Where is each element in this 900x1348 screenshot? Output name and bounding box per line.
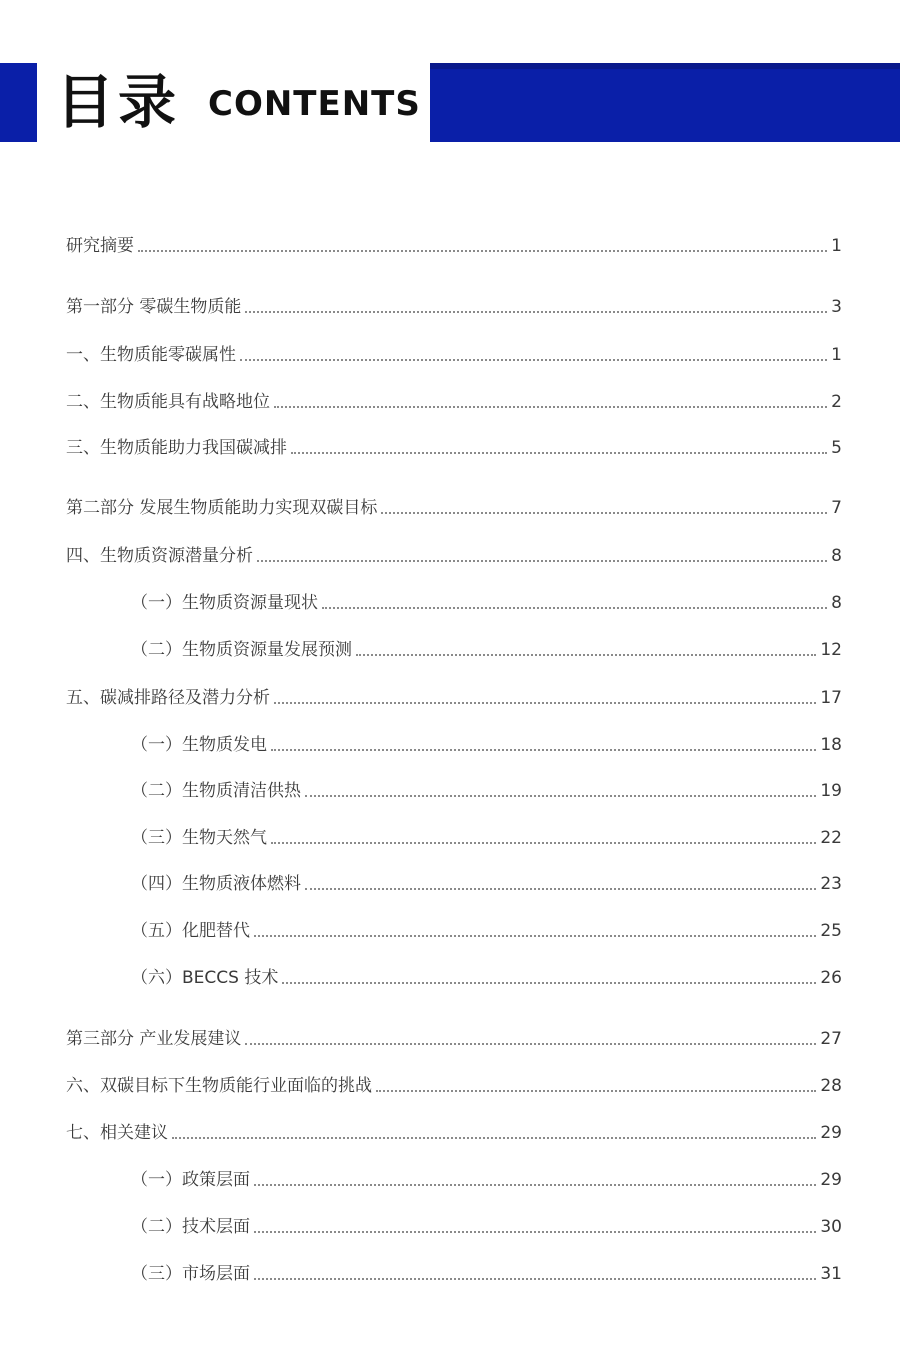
toc-entry-label: （一）政策层面 (131, 1170, 250, 1190)
toc-dot-leader (257, 560, 827, 562)
toc-entry-chapter-3[interactable] (66, 430, 842, 460)
toc-entry-page: 2 (831, 392, 842, 412)
toc-entry-part-3[interactable] (66, 1021, 842, 1051)
toc-entry-chapter-7[interactable] (66, 1115, 842, 1145)
toc-entry-section-5-2[interactable] (131, 773, 842, 803)
toc-entry-label: （三）生物天然气 (131, 828, 267, 848)
toc-entry-page: 30 (820, 1217, 842, 1237)
toc-entry-section-7-3[interactable] (131, 1256, 842, 1286)
toc-entry-label: 三、生物质能助力我国碳减排 (66, 438, 287, 458)
toc-entry-page: 28 (820, 1076, 842, 1096)
toc-entry-label: 五、碳减排路径及潜力分析 (66, 688, 270, 708)
toc-entry-page: 7 (831, 498, 842, 518)
toc-entry-section-4-1[interactable] (131, 585, 842, 615)
toc-dot-leader (138, 250, 827, 252)
toc-entry-part-1[interactable] (66, 289, 842, 319)
toc-entry-page: 1 (831, 236, 842, 256)
toc-entry-page: 29 (820, 1170, 842, 1190)
toc-entry-label: （六）BECCS 技术 (131, 968, 279, 988)
toc-entry-page: 26 (820, 968, 842, 988)
toc-entry-page: 8 (831, 593, 842, 613)
toc-dot-leader (322, 607, 827, 609)
toc-entry-label: 六、双碳目标下生物质能行业面临的挑战 (66, 1076, 372, 1096)
toc-dot-leader (274, 406, 827, 408)
toc-dot-leader (254, 1231, 816, 1233)
toc-entry-label: （二）生物质资源量发展预测 (131, 640, 352, 660)
toc-entry-page: 5 (831, 438, 842, 458)
toc-entry-section-5-5[interactable] (131, 913, 842, 943)
toc-dot-leader (274, 702, 816, 704)
toc-entry-page: 27 (820, 1029, 842, 1049)
toc-entry-page: 12 (820, 640, 842, 660)
toc-entry-label: （一）生物质资源量现状 (131, 593, 318, 613)
toc-entry-label: 第三部分 产业发展建议 (66, 1029, 242, 1049)
toc-entry-page: 8 (831, 546, 842, 566)
toc-entry-page: 19 (820, 781, 842, 801)
toc-dot-leader (172, 1137, 816, 1139)
toc-entry-label: （五）化肥替代 (131, 921, 250, 941)
toc-entry-section-5-3[interactable] (131, 820, 842, 850)
toc-dot-leader (240, 359, 827, 361)
toc-dot-leader (254, 935, 816, 937)
toc-entry-section-5-6[interactable] (131, 960, 842, 990)
toc-dot-leader (376, 1090, 816, 1092)
toc-entry-section-7-2[interactable] (131, 1209, 842, 1239)
toc-entry-label: 四、生物质资源潜量分析 (66, 546, 253, 566)
toc-entry-label: （二）生物质清洁供热 (131, 781, 301, 801)
toc-entry-label: 七、相关建议 (66, 1123, 168, 1143)
toc-entry-page: 1 (831, 345, 842, 365)
toc-entry-chapter-2[interactable] (66, 384, 842, 414)
toc-entry-label: 一、生物质能零碳属性 (66, 345, 236, 365)
toc-entry-page: 18 (820, 735, 842, 755)
toc-entry-section-5-4[interactable] (131, 866, 842, 896)
toc-entry-summary[interactable] (66, 228, 842, 258)
page-title-english: CONTENTS (208, 84, 421, 124)
toc-entry-section-4-2[interactable] (131, 632, 842, 662)
toc-entry-label: （三）市场层面 (131, 1264, 250, 1284)
toc-entry-page: 3 (831, 297, 842, 317)
toc-entry-chapter-4[interactable] (66, 538, 842, 568)
toc-entry-label: 研究摘要 (66, 236, 134, 256)
toc-entry-page: 22 (820, 828, 842, 848)
toc-entry-page: 29 (820, 1123, 842, 1143)
toc-dot-leader (245, 311, 827, 313)
toc-entry-label: 第一部分 零碳生物质能 (66, 297, 242, 317)
toc-entry-label: 二、生物质能具有战略地位 (66, 392, 270, 412)
toc-dot-leader (291, 452, 827, 454)
toc-entry-section-7-1[interactable] (131, 1162, 842, 1192)
toc-entry-part-2[interactable] (66, 490, 842, 520)
toc-dot-leader (254, 1278, 816, 1280)
toc-entry-page: 31 (820, 1264, 842, 1284)
toc-dot-leader (356, 654, 816, 656)
page-title-chinese: 目录 (56, 68, 181, 136)
toc-entry-chapter-1[interactable] (66, 337, 842, 367)
toc-entry-page: 25 (820, 921, 842, 941)
toc-dot-leader (381, 512, 827, 514)
toc-dot-leader (254, 1184, 816, 1186)
toc-entry-chapter-6[interactable] (66, 1068, 842, 1098)
toc-dot-leader (305, 795, 816, 797)
toc-entry-section-5-1[interactable] (131, 727, 842, 757)
toc-dot-leader (282, 982, 816, 984)
toc-entry-page: 17 (820, 688, 842, 708)
toc-entry-label: （四）生物质液体燃料 (131, 874, 301, 894)
toc-entry-label: （一）生物质发电 (131, 735, 267, 755)
toc-dot-leader (245, 1043, 816, 1045)
toc-entry-chapter-5[interactable] (66, 680, 842, 710)
toc-entry-page: 23 (820, 874, 842, 894)
toc-dot-leader (271, 749, 816, 751)
toc-dot-leader (305, 888, 816, 890)
toc-entry-label: （二）技术层面 (131, 1217, 250, 1237)
toc-entry-label: 第二部分 发展生物质能助力实现双碳目标 (66, 498, 378, 518)
toc-dot-leader (271, 842, 816, 844)
